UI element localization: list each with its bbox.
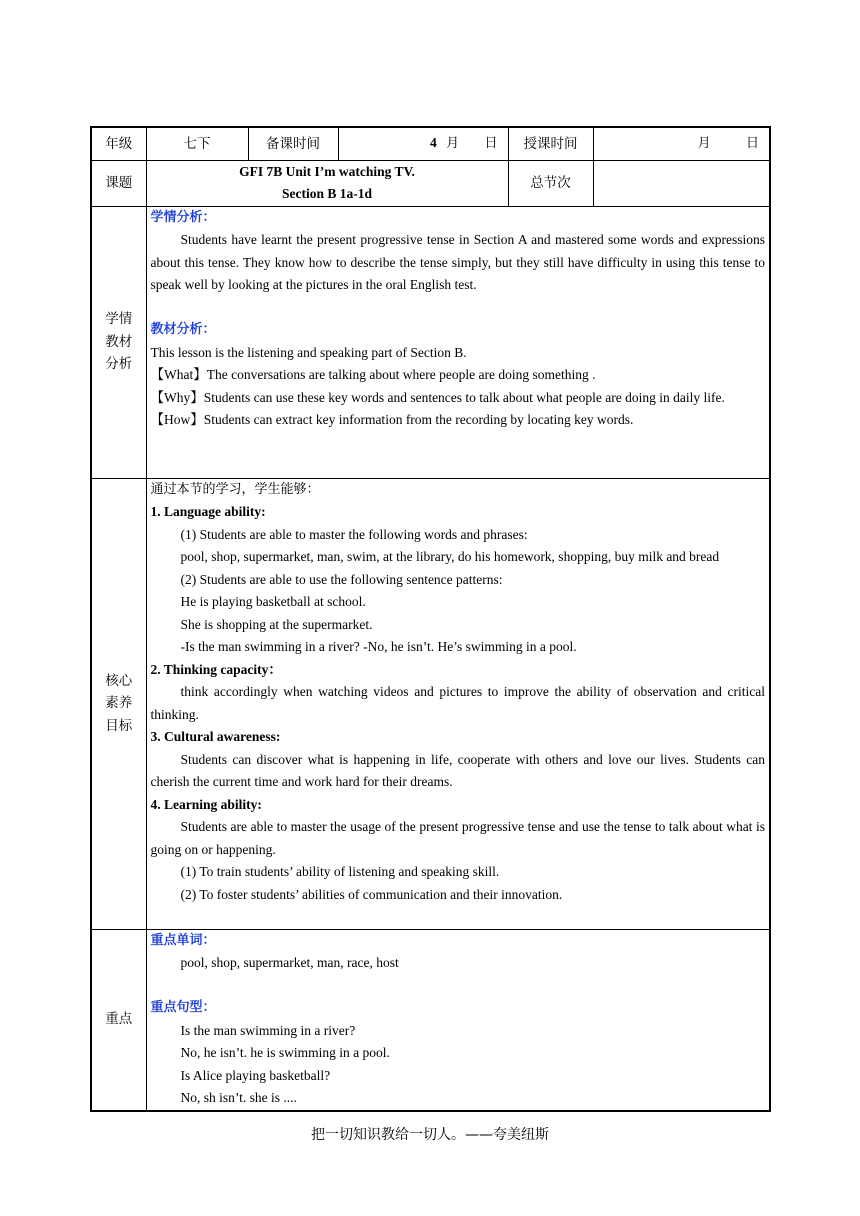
learning-ability-title: 4. Learning ability: bbox=[150, 796, 262, 812]
material-how: 【How】Students can extract key information from the recording by locating key words. bbox=[150, 412, 634, 427]
key-sentence: No, sh isn’t. she is .... bbox=[180, 1090, 297, 1105]
class-day-unit: 日 bbox=[745, 136, 759, 151]
sentence-pattern: -Is the man swimming in a river? -No, he isn’t. He’s swimming in a pool. bbox=[180, 639, 577, 654]
topic-label: 课题 bbox=[91, 160, 146, 206]
key-sentence: Is the man swimming in a river? bbox=[180, 1022, 356, 1038]
topic-row bbox=[91, 160, 770, 206]
language-ability-title: 1. Language ability: bbox=[150, 504, 266, 519]
language-ability-item-1: (1) Students are able to master the following words and phrases: bbox=[180, 526, 528, 542]
goals-label bbox=[91, 478, 146, 929]
prep-time-value bbox=[338, 127, 508, 160]
total-sessions-value bbox=[593, 160, 770, 206]
footer-quote: 把一切知识教给一切人。——夸美纽斯 bbox=[311, 1127, 549, 1143]
keypoints-label: 重点 bbox=[91, 929, 146, 1111]
key-words-heading: 重点单词： bbox=[150, 932, 216, 948]
key-sentence: Is Alice playing basketball? bbox=[180, 1067, 331, 1083]
material-analysis-heading: 教材分析： bbox=[150, 322, 216, 337]
goals-row bbox=[91, 478, 770, 929]
material-intro: This lesson is the listening and speaking part of Section B. bbox=[150, 344, 467, 360]
topic-line-1: GFI 7B Unit I’m watching TV. bbox=[239, 164, 415, 179]
language-ability-words: pool, shop, supermarket, man, swim, at the library, do his homework, shopping, buy milk and bread bbox=[180, 549, 720, 564]
learning-ability-item-2: (2) To foster students’ abilities of communication and their innovation. bbox=[180, 886, 563, 902]
student-analysis-heading: 学情分析： bbox=[150, 209, 216, 225]
topic-line-2: Section B 1a-1d bbox=[281, 186, 372, 201]
header-row bbox=[91, 127, 770, 160]
language-ability-item-2: (2) Students are able to use the following sentence patterns: bbox=[180, 571, 503, 587]
class-time-label: 授课时间 bbox=[508, 127, 593, 160]
sentence-pattern: She is shopping at the supermarket. bbox=[180, 616, 373, 632]
learning-ability-text: Students are able to master the usage of the present progressive tense and use the tense to talk about what is going on or happening. bbox=[150, 819, 765, 857]
goals-label-line: 目标 bbox=[105, 717, 133, 734]
key-sentence: No, he isn’t. he is swimming in a pool. bbox=[180, 1045, 390, 1060]
grade-label: 年级 bbox=[91, 127, 146, 160]
prep-month-unit: 月 bbox=[446, 136, 460, 151]
analysis-label-line: 学情 bbox=[105, 311, 133, 328]
learning-ability-item-1: (1) To train students’ ability of listening and speaking skill. bbox=[180, 864, 500, 879]
goals-content bbox=[146, 478, 770, 929]
grade-value: 七下 bbox=[146, 127, 248, 160]
class-time-value bbox=[593, 127, 770, 160]
analysis-content bbox=[146, 206, 770, 478]
key-words: pool, shop, supermarket, man, race, host bbox=[180, 955, 399, 970]
student-analysis-text: Students have learnt the present progressive tense in Section A and mastered some words and expressions about this tense. They know how to describe the tense simply, but they still have difficulty in using this tense to speak well by looking at the pictures in the oral English test. bbox=[150, 232, 765, 292]
key-sentences-heading: 重点句型： bbox=[150, 1000, 216, 1015]
analysis-label-line: 分析 bbox=[105, 356, 133, 373]
analysis-row bbox=[91, 206, 770, 478]
sentence-pattern: He is playing basketball at school. bbox=[180, 594, 366, 609]
keypoints-row bbox=[91, 929, 770, 1111]
analysis-label-line: 教材 bbox=[105, 333, 133, 350]
prep-day-unit: 日 bbox=[484, 136, 498, 151]
prep-time-label: 备课时间 bbox=[248, 127, 338, 160]
class-month-unit: 月 bbox=[697, 136, 711, 151]
goals-label-line: 核心 bbox=[105, 672, 133, 689]
keypoints-content bbox=[146, 929, 770, 1111]
analysis-label bbox=[91, 206, 146, 478]
cultural-awareness-title: 3. Cultural awareness: bbox=[150, 729, 281, 744]
topic-value bbox=[146, 160, 508, 206]
goals-label-line: 素养 bbox=[105, 695, 133, 712]
thinking-capacity-text: think accordingly when watching videos and pictures to improve the ability of observation and critical thinking. bbox=[150, 684, 765, 722]
thinking-capacity-title: 2. Thinking capacity： bbox=[150, 661, 282, 677]
total-sessions-label: 总节次 bbox=[508, 160, 593, 206]
goals-intro: 通过本节的学习，学生能够： bbox=[150, 481, 320, 497]
material-what: 【What】The conversations are talking about where people are doing something . bbox=[150, 367, 596, 382]
prep-month: 4 bbox=[429, 135, 437, 150]
material-why: 【Why】Students can use these key words and sentences to talk about what people are doing in daily life. bbox=[150, 389, 725, 405]
cultural-awareness-text: Students can discover what is happening in life, cooperate with others and love our lives. Students can cherish the current time and work hard for their dreams. bbox=[150, 751, 765, 789]
lesson-plan-table bbox=[90, 126, 771, 1112]
